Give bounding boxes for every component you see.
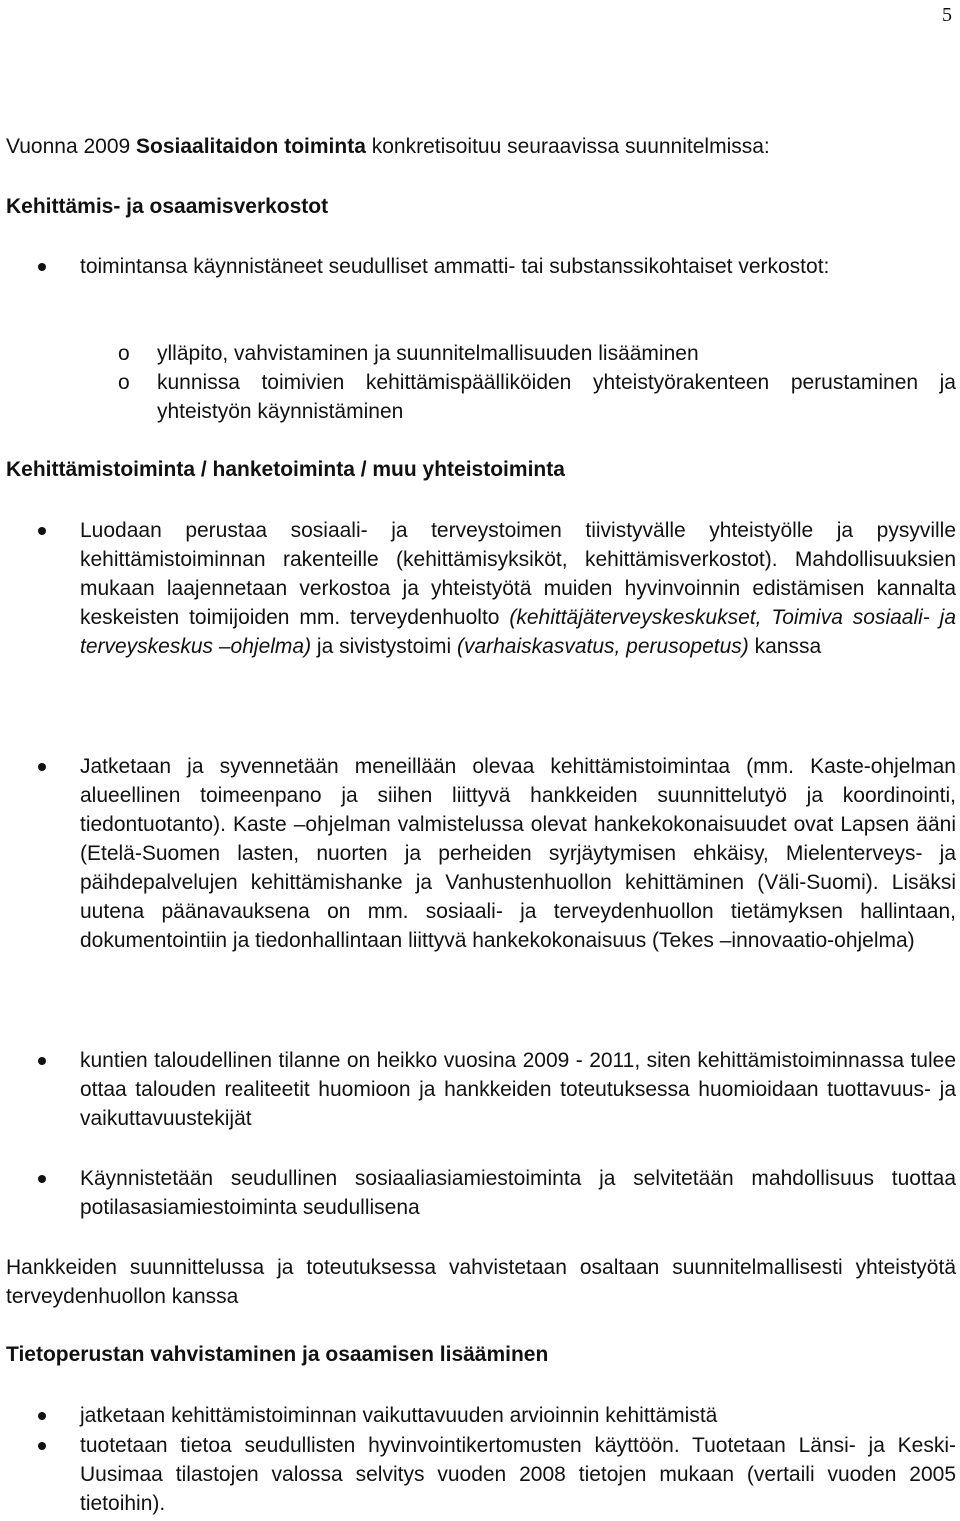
section-heading-networks: Kehittämis- ja osaamisverkostot xyxy=(6,195,329,218)
sub-list-item: o ylläpito, vahvistaminen ja suunnitelmallisuuden lisääminen xyxy=(157,339,956,368)
bullet-icon xyxy=(38,1057,46,1065)
bullet-icon xyxy=(38,263,46,271)
page-number: 5 xyxy=(942,4,952,26)
list-item: jatketaan kehittämistoiminnan vaikuttavuuden arvioinnin kehittämistä xyxy=(80,1401,956,1430)
bullet-icon xyxy=(38,763,46,771)
intro-paragraph: Vuonna 2009 Sosiaalitaidon toiminta konkretisoituu seuraavissa suunnitelmissa: xyxy=(6,135,770,158)
list-item: Luodaan perustaa sosiaali- ja terveystoimen tiivistyvälle yhteistyölle ja pysyville kehittämistoiminnan rakenteille (kehittämisyksiköt, kehittämisverkostot). Mahdollisuuksien mukaan laajennetaan verkostoa ja yhteistyötä muiden hyvinvoinnin edistämisen kannalta keskeisten toimijoiden mm. terveydenhuolto (kehittäjäterveyskeskukset, Toimiva sosiaali- ja terveyskeskus –ohjelma) ja sivistystoimi (varhaiskasvatus, perusopetus) kanssa xyxy=(80,516,956,661)
list-item: toimintansa käynnistäneet seudulliset ammatti- tai substanssikohtaiset verkostot: xyxy=(80,252,956,281)
intro-bold-term: Sosiaalitaidon toiminta xyxy=(136,135,366,158)
list-item: Jatketaan ja syvennetään meneillään olevaa kehittämistoimintaa (mm. Kaste-ohjelman alueellinen toimeenpano ja siihen liittyvä hankkeiden suunnittelutyö ja koordinointi, tiedontuotanto). Kaste –ohjelman valmistelussa olevat hankekokonaisuudet ovat Lapsen ääni (Etelä-Suomen lasten, nuorten ja perheiden syrjäytymisen ehkäisy, Mielenterveys- ja päihdepalvelujen kehittämishanke ja Vanhustenhuollon kehittäminen (Väli-Suomi). Lisäksi uutena päänavauksena on mm. sosiaali- ja terveydenhuollon tietämyksen hallintaan, dokumentointiin ja tiedonhallintaan liittyvä hankekokonaisuus (Tekes –innovaatio-ohjelma) xyxy=(80,752,956,955)
paragraph-projects: Hankkeiden suunnittelussa ja toteutuksessa vahvistetaan osaltaan suunnitelmallisesti yhteistyötä terveydenhuollon kanssa xyxy=(6,1256,956,1308)
list-item: kuntien taloudellinen tilanne on heikko vuosina 2009 - 2011, siten kehittämistoiminnassa tulee ottaa talouden realiteetit huomioon ja hankkeiden toteutuksessa huomioidaan tuottavuus- ja vaikuttavuustekijät xyxy=(80,1046,956,1133)
bullet-icon xyxy=(38,1412,46,1420)
bullet-icon xyxy=(38,1442,46,1450)
sub-bullet-marker: o xyxy=(118,371,130,394)
section-heading-knowledge: Tietoperustan vahvistaminen ja osaamisen lisääminen xyxy=(6,1343,549,1366)
list-item: Käynnistetään seudullinen sosiaaliasiamiestoiminta ja selvitetään mahdollisuus tuottaa potilasasiamiestoiminta seudullisena xyxy=(80,1164,956,1222)
section-heading-development: Kehittämistoiminta / hanketoiminta / muu yhteistoiminta xyxy=(6,458,565,481)
bullet-icon xyxy=(38,1175,46,1183)
sub-list-item: o kunnissa toimivien kehittämispäälliköiden yhteistyörakenteen perustaminen ja yhteistyön käynnistäminen xyxy=(157,368,956,426)
sub-bullet-marker: o xyxy=(118,342,130,365)
list-item: tuotetaan tietoa seudullisten hyvinvointikertomusten käyttöön. Tuotetaan Länsi- ja Keski-Uusimaa tilastojen valossa selvitys vuoden 2008 tietojen mukaan (vertaili vuoden 2005 tietoihin). xyxy=(80,1431,956,1518)
bullet-icon xyxy=(38,527,46,535)
